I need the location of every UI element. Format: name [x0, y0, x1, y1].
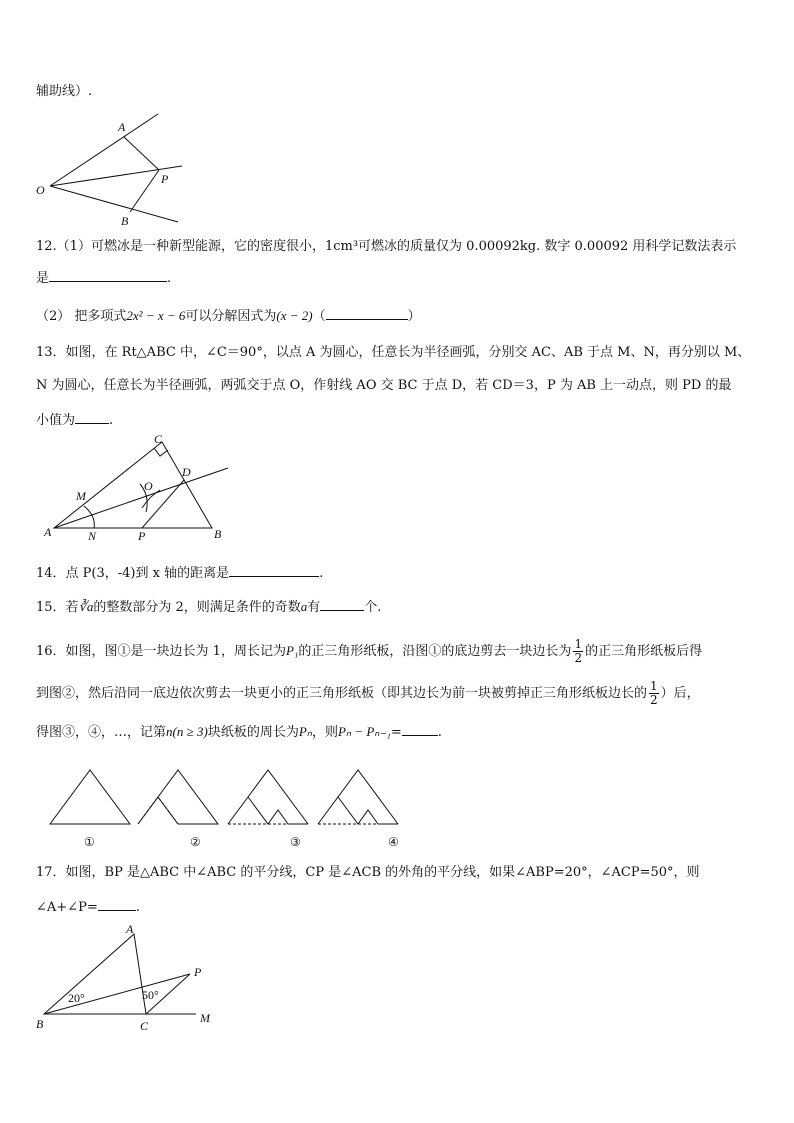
answer-blank[interactable] — [229, 563, 319, 577]
q16-line3-d: = — [390, 725, 402, 740]
q16-line2-a: 到图②，然后沿同一底边依次剪去一块更小的正三角形纸板（即其边长为前一块被剪掉正三角形纸板边长的 — [36, 686, 648, 701]
label-B: B — [214, 527, 222, 541]
angle-label-20: 20° — [68, 991, 85, 1005]
ray-OB — [50, 186, 178, 222]
q16-line3 — [36, 722, 442, 742]
fig-label-1: ① — [84, 835, 95, 849]
factor: (x − 2) — [276, 308, 313, 323]
q16-line3-e: . — [437, 725, 442, 740]
numerator: 1 — [574, 637, 583, 651]
label-P: P — [161, 172, 169, 186]
label-N: N — [88, 529, 97, 543]
difference: Pₙ − Pₙ₋₁ — [337, 724, 391, 739]
triangle-4 — [318, 770, 398, 824]
continued-text: 辅助线）. — [36, 84, 93, 99]
denominator: 2 — [574, 651, 583, 665]
label-A: A — [126, 922, 134, 936]
q17-line2-b: . — [135, 900, 140, 915]
cube-root: ∛a — [78, 599, 94, 614]
answer-blank[interactable] — [49, 268, 167, 282]
answer-blank[interactable] — [402, 722, 438, 736]
q16-line2-b: ）后， — [660, 686, 700, 701]
fig-label-3: ③ — [290, 835, 301, 849]
q16-line1-c: 的正三角形纸板后得 — [585, 644, 703, 659]
q16-line3-a: 得图③，④，…，记第 — [36, 725, 167, 740]
q16-line1-b: 的正三角形纸板，沿图①的底边剪去一块边长为 — [298, 644, 572, 659]
q15-suffix: 个. — [364, 600, 382, 615]
label-M: M — [76, 489, 86, 503]
q14 — [36, 563, 323, 583]
open-paren: （ — [312, 309, 326, 324]
figure-right-triangle — [38, 434, 238, 544]
q12-line3 — [36, 306, 421, 326]
triangle-ABC — [44, 934, 146, 1014]
answer-blank[interactable] — [98, 897, 136, 911]
q14-suffix: . — [319, 566, 324, 581]
ray-OA — [50, 114, 158, 186]
close-paren: ） — [407, 309, 421, 324]
label-O: O — [144, 479, 153, 493]
denominator: 2 — [650, 693, 658, 707]
fig-label-4: ④ — [388, 835, 399, 849]
triangle-ABC — [54, 442, 212, 528]
label-C: C — [140, 1019, 149, 1033]
q16-line3-c: ，则 — [311, 725, 338, 740]
q16-line2 — [36, 680, 700, 707]
q12-line3-prefix: （2） 把多项式 — [36, 309, 127, 324]
figure-triangles — [44, 766, 414, 852]
label-B: B — [36, 1017, 44, 1031]
answer-blank[interactable] — [326, 306, 408, 320]
q15 — [36, 597, 381, 617]
q13-line3-suffix: . — [109, 413, 114, 428]
q17-line2-a: ∠A+∠P= — [36, 900, 98, 915]
q13-line2: N 为圆心，任意长为半径画弧，两弧交于点 O，作射线 AO 交 BC 于点 D，若 CD＝3，P 为 AB 上一动点，则 PD 的最 — [36, 378, 732, 393]
label-D: D — [182, 465, 191, 479]
q13-line3-prefix: 小值为 — [36, 413, 76, 428]
triangle-2 — [138, 770, 218, 824]
q17-line2 — [36, 897, 140, 917]
fraction-half — [649, 680, 659, 707]
q12-line3-mid: 可以分解因式为 — [185, 309, 277, 324]
q16-line1 — [36, 638, 702, 665]
numerator: 1 — [650, 679, 658, 693]
label-O: O — [36, 183, 45, 197]
q15-have: 有 — [307, 600, 321, 615]
variable-a: a — [300, 599, 308, 614]
q16-line3-b: 块纸板的周长为 — [207, 725, 299, 740]
q13-line1: 13．如图，在 Rt△ABC 中，∠C＝90°，以点 A 为圆心，任意长为半径画弧，分别交 AC、AB 于点 M、N，再分别以 M、 — [36, 345, 751, 360]
q17-line1: 17．如图，BP 是△ABC 中∠ABC 的平分线，CP 是∠ACB 的外角的平分线，如果∠ABP=20°，∠ACP=50°，则 — [36, 865, 700, 880]
q15-prefix: 15．若 — [36, 600, 79, 615]
figure-angle-bisector — [30, 108, 200, 228]
q15-mid: 的整数部分为 2，则满足条件的奇数 — [93, 600, 301, 615]
label-A: A — [118, 120, 126, 134]
triangle-3 — [228, 770, 308, 824]
label-C: C — [154, 432, 163, 446]
answer-blank[interactable] — [75, 410, 109, 424]
segment-AP — [124, 137, 159, 170]
q16-line1-a: 16．如图，图①是一块边长为 1，周长记为 — [36, 644, 286, 659]
q14-text: 14．点 P(3，-4)到 x 轴的距离是 — [36, 566, 230, 581]
label-A: A — [44, 525, 52, 539]
figure-bisectors — [36, 922, 226, 1032]
triangle-1 — [50, 770, 130, 824]
angle-label-50: 50° — [142, 988, 159, 1002]
answer-blank[interactable] — [320, 597, 364, 611]
q12-line2 — [36, 268, 171, 288]
q12-line2-suffix: . — [167, 271, 172, 286]
label-P: P — [194, 965, 202, 979]
label-P: P — [138, 529, 146, 543]
segment-BP — [130, 170, 159, 212]
q12-line1: 12.（1）可燃冰是一种新型能源，它的密度很小，1cm³可燃冰的质量仅为 0.00092kg. 数字 0.00092 用科学记数法表示 — [36, 239, 737, 254]
q13-line3 — [36, 410, 113, 430]
fig-label-2: ② — [190, 835, 201, 849]
label-B: B — [121, 214, 129, 228]
n-condition: n(n ≥ 3) — [166, 724, 208, 739]
fraction-half — [573, 638, 583, 665]
pn: Pₙ — [298, 724, 312, 739]
polynomial: 2x² − x − 6 — [126, 308, 186, 323]
q12-line2-prefix: 是 — [36, 271, 50, 286]
p1: P₁ — [285, 643, 299, 658]
label-M: M — [200, 1011, 210, 1025]
